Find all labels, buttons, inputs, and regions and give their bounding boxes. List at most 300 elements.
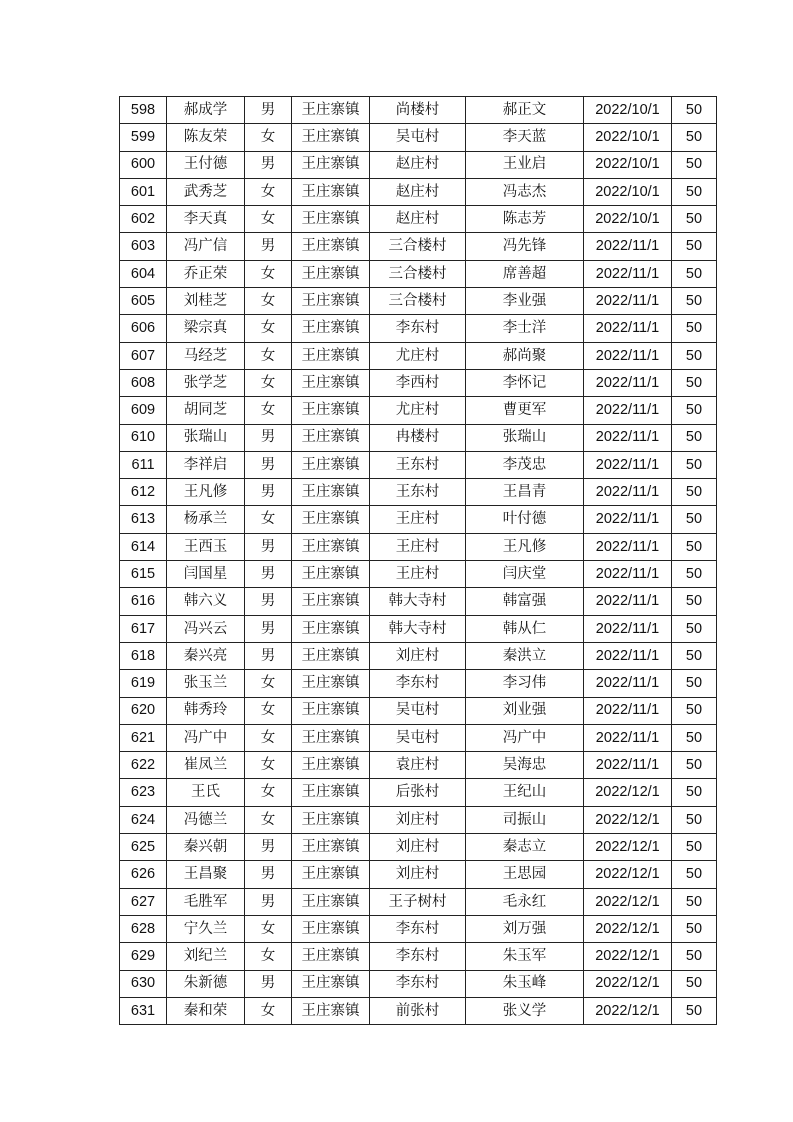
elder-name-cell: 杨承兰 [167, 506, 245, 533]
payment-date-cell: 2022/11/1 [584, 451, 672, 478]
village-cell: 赵庄村 [370, 206, 466, 233]
table-row [120, 642, 717, 669]
table-row [120, 288, 717, 315]
town-cell: 王庄寨镇 [292, 888, 370, 915]
town-cell: 王庄寨镇 [292, 670, 370, 697]
elder-name-cell: 王昌聚 [167, 861, 245, 888]
serial-number-cell: 614 [120, 533, 167, 560]
town-cell: 王庄寨镇 [292, 588, 370, 615]
amount-cell: 50 [672, 861, 717, 888]
amount-cell: 50 [672, 997, 717, 1024]
gender-cell: 男 [245, 861, 292, 888]
elder-name-cell: 闫国星 [167, 561, 245, 588]
table-row [120, 260, 717, 287]
town-cell: 王庄寨镇 [292, 451, 370, 478]
elder-name-cell: 毛胜军 [167, 888, 245, 915]
town-cell: 王庄寨镇 [292, 997, 370, 1024]
village-cell: 王东村 [370, 451, 466, 478]
serial-number-cell: 613 [120, 506, 167, 533]
amount-cell: 50 [672, 752, 717, 779]
table-row [120, 233, 717, 260]
amount-cell: 50 [672, 588, 717, 615]
elder-name-cell: 胡同芝 [167, 397, 245, 424]
town-cell: 王庄寨镇 [292, 506, 370, 533]
table-row [120, 451, 717, 478]
serial-number-cell: 624 [120, 806, 167, 833]
payment-date-cell: 2022/11/1 [584, 724, 672, 751]
payee-name-cell: 陈志芳 [466, 206, 584, 233]
table-row [120, 397, 717, 424]
gender-cell: 女 [245, 806, 292, 833]
payment-date-cell: 2022/10/1 [584, 151, 672, 178]
village-cell: 吴屯村 [370, 124, 466, 151]
gender-cell: 女 [245, 752, 292, 779]
town-cell: 王庄寨镇 [292, 178, 370, 205]
amount-cell: 50 [672, 642, 717, 669]
gender-cell: 男 [245, 233, 292, 260]
town-cell: 王庄寨镇 [292, 752, 370, 779]
serial-number-cell: 604 [120, 260, 167, 287]
village-cell: 王庄村 [370, 533, 466, 560]
payment-date-cell: 2022/12/1 [584, 806, 672, 833]
serial-number-cell: 607 [120, 342, 167, 369]
payment-date-cell: 2022/11/1 [584, 697, 672, 724]
table-row [120, 124, 717, 151]
serial-number-cell: 621 [120, 724, 167, 751]
gender-cell: 女 [245, 369, 292, 396]
village-cell: 李东村 [370, 315, 466, 342]
town-cell: 王庄寨镇 [292, 615, 370, 642]
payment-date-cell: 2022/12/1 [584, 888, 672, 915]
payee-name-cell: 刘万强 [466, 915, 584, 942]
amount-cell: 50 [672, 533, 717, 560]
table-row [120, 724, 717, 751]
payee-name-cell: 毛永红 [466, 888, 584, 915]
gender-cell: 女 [245, 506, 292, 533]
gender-cell: 女 [245, 288, 292, 315]
amount-cell: 50 [672, 888, 717, 915]
amount-cell: 50 [672, 615, 717, 642]
serial-number-cell: 611 [120, 451, 167, 478]
gender-cell: 男 [245, 151, 292, 178]
elder-name-cell: 宁久兰 [167, 915, 245, 942]
gender-cell: 女 [245, 779, 292, 806]
payment-date-cell: 2022/12/1 [584, 861, 672, 888]
village-cell: 吴屯村 [370, 697, 466, 724]
payment-date-cell: 2022/11/1 [584, 670, 672, 697]
payee-name-cell: 张义学 [466, 997, 584, 1024]
town-cell: 王庄寨镇 [292, 943, 370, 970]
payee-name-cell: 王纪山 [466, 779, 584, 806]
gender-cell: 女 [245, 342, 292, 369]
elder-name-cell: 崔凤兰 [167, 752, 245, 779]
serial-number-cell: 599 [120, 124, 167, 151]
amount-cell: 50 [672, 479, 717, 506]
payee-name-cell: 李天蓝 [466, 124, 584, 151]
payment-date-cell: 2022/12/1 [584, 779, 672, 806]
payee-name-cell: 闫庆堂 [466, 561, 584, 588]
town-cell: 王庄寨镇 [292, 806, 370, 833]
table-row [120, 997, 717, 1024]
serial-number-cell: 609 [120, 397, 167, 424]
table-row [120, 178, 717, 205]
table-row [120, 861, 717, 888]
serial-number-cell: 617 [120, 615, 167, 642]
table-row [120, 588, 717, 615]
payment-date-cell: 2022/11/1 [584, 479, 672, 506]
gender-cell: 女 [245, 260, 292, 287]
roster-table [119, 96, 717, 1025]
gender-cell: 女 [245, 724, 292, 751]
table-row [120, 369, 717, 396]
payment-date-cell: 2022/11/1 [584, 561, 672, 588]
table-row [120, 752, 717, 779]
payee-name-cell: 冯志杰 [466, 178, 584, 205]
elder-name-cell: 武秀芝 [167, 178, 245, 205]
serial-number-cell: 618 [120, 642, 167, 669]
town-cell: 王庄寨镇 [292, 642, 370, 669]
village-cell: 三合楼村 [370, 288, 466, 315]
town-cell: 王庄寨镇 [292, 124, 370, 151]
payee-name-cell: 叶付德 [466, 506, 584, 533]
amount-cell: 50 [672, 397, 717, 424]
payee-name-cell: 吴海忠 [466, 752, 584, 779]
serial-number-cell: 603 [120, 233, 167, 260]
amount-cell: 50 [672, 834, 717, 861]
gender-cell: 男 [245, 533, 292, 560]
serial-number-cell: 630 [120, 970, 167, 997]
payee-name-cell: 郝尚聚 [466, 342, 584, 369]
payee-name-cell: 李怀记 [466, 369, 584, 396]
serial-number-cell: 622 [120, 752, 167, 779]
payee-name-cell: 司振山 [466, 806, 584, 833]
serial-number-cell: 612 [120, 479, 167, 506]
elder-name-cell: 王西玉 [167, 533, 245, 560]
amount-cell: 50 [672, 943, 717, 970]
serial-number-cell: 616 [120, 588, 167, 615]
payment-date-cell: 2022/11/1 [584, 260, 672, 287]
elder-name-cell: 李天真 [167, 206, 245, 233]
town-cell: 王庄寨镇 [292, 561, 370, 588]
amount-cell: 50 [672, 451, 717, 478]
table-row [120, 561, 717, 588]
payment-date-cell: 2022/11/1 [584, 506, 672, 533]
town-cell: 王庄寨镇 [292, 315, 370, 342]
gender-cell: 女 [245, 997, 292, 1024]
serial-number-cell: 608 [120, 369, 167, 396]
elder-name-cell: 王凡修 [167, 479, 245, 506]
village-cell: 冉楼村 [370, 424, 466, 451]
amount-cell: 50 [672, 561, 717, 588]
town-cell: 王庄寨镇 [292, 834, 370, 861]
payee-name-cell: 秦志立 [466, 834, 584, 861]
table-row [120, 670, 717, 697]
town-cell: 王庄寨镇 [292, 260, 370, 287]
village-cell: 王庄村 [370, 506, 466, 533]
village-cell: 赵庄村 [370, 178, 466, 205]
gender-cell: 男 [245, 424, 292, 451]
gender-cell: 女 [245, 670, 292, 697]
gender-cell: 女 [245, 206, 292, 233]
table-row [120, 697, 717, 724]
serial-number-cell: 615 [120, 561, 167, 588]
serial-number-cell: 605 [120, 288, 167, 315]
elder-name-cell: 冯广信 [167, 233, 245, 260]
elder-name-cell: 王付德 [167, 151, 245, 178]
payment-date-cell: 2022/11/1 [584, 752, 672, 779]
table-row [120, 888, 717, 915]
payment-date-cell: 2022/12/1 [584, 970, 672, 997]
gender-cell: 男 [245, 561, 292, 588]
amount-cell: 50 [672, 315, 717, 342]
payee-name-cell: 韩从仁 [466, 615, 584, 642]
village-cell: 刘庄村 [370, 834, 466, 861]
village-cell: 三合楼村 [370, 260, 466, 287]
payment-date-cell: 2022/11/1 [584, 288, 672, 315]
village-cell: 李东村 [370, 970, 466, 997]
amount-cell: 50 [672, 206, 717, 233]
payee-name-cell: 王凡修 [466, 533, 584, 560]
payment-date-cell: 2022/11/1 [584, 642, 672, 669]
village-cell: 刘庄村 [370, 642, 466, 669]
village-cell: 后张村 [370, 779, 466, 806]
table-row [120, 315, 717, 342]
serial-number-cell: 600 [120, 151, 167, 178]
table-row [120, 834, 717, 861]
town-cell: 王庄寨镇 [292, 479, 370, 506]
town-cell: 王庄寨镇 [292, 97, 370, 124]
payee-name-cell: 朱玉军 [466, 943, 584, 970]
payment-date-cell: 2022/12/1 [584, 834, 672, 861]
village-cell: 袁庄村 [370, 752, 466, 779]
town-cell: 王庄寨镇 [292, 397, 370, 424]
amount-cell: 50 [672, 151, 717, 178]
elder-name-cell: 张瑞山 [167, 424, 245, 451]
table-row [120, 97, 717, 124]
payment-date-cell: 2022/11/1 [584, 615, 672, 642]
amount-cell: 50 [672, 178, 717, 205]
table-row [120, 915, 717, 942]
town-cell: 王庄寨镇 [292, 369, 370, 396]
table-row [120, 479, 717, 506]
payment-date-cell: 2022/11/1 [584, 342, 672, 369]
payee-name-cell: 冯广中 [466, 724, 584, 751]
payment-date-cell: 2022/10/1 [584, 124, 672, 151]
town-cell: 王庄寨镇 [292, 779, 370, 806]
amount-cell: 50 [672, 260, 717, 287]
gender-cell: 女 [245, 315, 292, 342]
table-row [120, 506, 717, 533]
serial-number-cell: 620 [120, 697, 167, 724]
payment-date-cell: 2022/11/1 [584, 315, 672, 342]
payee-name-cell: 李业强 [466, 288, 584, 315]
payee-name-cell: 李习伟 [466, 670, 584, 697]
payment-date-cell: 2022/11/1 [584, 369, 672, 396]
village-cell: 李东村 [370, 670, 466, 697]
serial-number-cell: 627 [120, 888, 167, 915]
town-cell: 王庄寨镇 [292, 724, 370, 751]
village-cell: 三合楼村 [370, 233, 466, 260]
gender-cell: 女 [245, 943, 292, 970]
town-cell: 王庄寨镇 [292, 424, 370, 451]
village-cell: 前张村 [370, 997, 466, 1024]
amount-cell: 50 [672, 779, 717, 806]
gender-cell: 男 [245, 970, 292, 997]
gender-cell: 男 [245, 451, 292, 478]
village-cell: 尤庄村 [370, 397, 466, 424]
gender-cell: 男 [245, 97, 292, 124]
payment-date-cell: 2022/11/1 [584, 397, 672, 424]
gender-cell: 女 [245, 397, 292, 424]
amount-cell: 50 [672, 233, 717, 260]
village-cell: 李东村 [370, 943, 466, 970]
village-cell: 刘庄村 [370, 861, 466, 888]
amount-cell: 50 [672, 724, 717, 751]
payee-name-cell: 席善超 [466, 260, 584, 287]
table-row [120, 779, 717, 806]
serial-number-cell: 625 [120, 834, 167, 861]
village-cell: 尚楼村 [370, 97, 466, 124]
village-cell: 李东村 [370, 915, 466, 942]
town-cell: 王庄寨镇 [292, 288, 370, 315]
payee-name-cell: 郝正文 [466, 97, 584, 124]
roster-table-body [120, 97, 717, 1025]
town-cell: 王庄寨镇 [292, 151, 370, 178]
payee-name-cell: 王业启 [466, 151, 584, 178]
serial-number-cell: 628 [120, 915, 167, 942]
payment-date-cell: 2022/11/1 [584, 233, 672, 260]
town-cell: 王庄寨镇 [292, 342, 370, 369]
payee-name-cell: 刘业强 [466, 697, 584, 724]
serial-number-cell: 619 [120, 670, 167, 697]
serial-number-cell: 631 [120, 997, 167, 1024]
town-cell: 王庄寨镇 [292, 915, 370, 942]
elder-name-cell: 陈友荣 [167, 124, 245, 151]
village-cell: 王东村 [370, 479, 466, 506]
elder-name-cell: 刘纪兰 [167, 943, 245, 970]
village-cell: 尤庄村 [370, 342, 466, 369]
town-cell: 王庄寨镇 [292, 697, 370, 724]
gender-cell: 男 [245, 642, 292, 669]
table-row [120, 970, 717, 997]
gender-cell: 男 [245, 479, 292, 506]
gender-cell: 女 [245, 697, 292, 724]
elder-name-cell: 秦和荣 [167, 997, 245, 1024]
village-cell: 李西村 [370, 369, 466, 396]
payee-name-cell: 王思园 [466, 861, 584, 888]
town-cell: 王庄寨镇 [292, 233, 370, 260]
table-row [120, 806, 717, 833]
amount-cell: 50 [672, 806, 717, 833]
elder-name-cell: 梁宗真 [167, 315, 245, 342]
payment-date-cell: 2022/11/1 [584, 533, 672, 560]
amount-cell: 50 [672, 697, 717, 724]
elder-name-cell: 李祥启 [167, 451, 245, 478]
gender-cell: 女 [245, 178, 292, 205]
amount-cell: 50 [672, 970, 717, 997]
gender-cell: 男 [245, 588, 292, 615]
gender-cell: 男 [245, 888, 292, 915]
payee-name-cell: 秦洪立 [466, 642, 584, 669]
elder-name-cell: 马经芝 [167, 342, 245, 369]
payment-date-cell: 2022/12/1 [584, 943, 672, 970]
payee-name-cell: 李茂忠 [466, 451, 584, 478]
elder-name-cell: 张玉兰 [167, 670, 245, 697]
town-cell: 王庄寨镇 [292, 970, 370, 997]
payee-name-cell: 朱玉峰 [466, 970, 584, 997]
payment-date-cell: 2022/10/1 [584, 178, 672, 205]
payee-name-cell: 韩富强 [466, 588, 584, 615]
payment-date-cell: 2022/11/1 [584, 424, 672, 451]
elder-name-cell: 刘桂芝 [167, 288, 245, 315]
village-cell: 吴屯村 [370, 724, 466, 751]
payee-name-cell: 李士洋 [466, 315, 584, 342]
gender-cell: 女 [245, 124, 292, 151]
town-cell: 王庄寨镇 [292, 206, 370, 233]
payment-date-cell: 2022/12/1 [584, 915, 672, 942]
elder-name-cell: 韩秀玲 [167, 697, 245, 724]
elder-name-cell: 冯德兰 [167, 806, 245, 833]
serial-number-cell: 623 [120, 779, 167, 806]
elder-name-cell: 张学芝 [167, 369, 245, 396]
village-cell: 王子树村 [370, 888, 466, 915]
amount-cell: 50 [672, 288, 717, 315]
gender-cell: 女 [245, 915, 292, 942]
elder-name-cell: 王氏 [167, 779, 245, 806]
serial-number-cell: 629 [120, 943, 167, 970]
payee-name-cell: 冯先锋 [466, 233, 584, 260]
payee-name-cell: 张瑞山 [466, 424, 584, 451]
elder-name-cell: 郝成学 [167, 97, 245, 124]
payment-date-cell: 2022/10/1 [584, 97, 672, 124]
town-cell: 王庄寨镇 [292, 533, 370, 560]
town-cell: 王庄寨镇 [292, 861, 370, 888]
amount-cell: 50 [672, 915, 717, 942]
amount-cell: 50 [672, 506, 717, 533]
elder-name-cell: 乔正荣 [167, 260, 245, 287]
table-row [120, 206, 717, 233]
amount-cell: 50 [672, 124, 717, 151]
village-cell: 王庄村 [370, 561, 466, 588]
payment-date-cell: 2022/12/1 [584, 997, 672, 1024]
payment-date-cell: 2022/11/1 [584, 588, 672, 615]
amount-cell: 50 [672, 369, 717, 396]
serial-number-cell: 626 [120, 861, 167, 888]
table-row [120, 943, 717, 970]
table-row [120, 615, 717, 642]
elder-name-cell: 冯兴云 [167, 615, 245, 642]
serial-number-cell: 610 [120, 424, 167, 451]
village-cell: 刘庄村 [370, 806, 466, 833]
payee-name-cell: 王昌青 [466, 479, 584, 506]
serial-number-cell: 602 [120, 206, 167, 233]
gender-cell: 男 [245, 615, 292, 642]
gender-cell: 男 [245, 834, 292, 861]
elder-name-cell: 冯广中 [167, 724, 245, 751]
payment-date-cell: 2022/10/1 [584, 206, 672, 233]
payee-name-cell: 曹更军 [466, 397, 584, 424]
table-row [120, 342, 717, 369]
amount-cell: 50 [672, 670, 717, 697]
amount-cell: 50 [672, 424, 717, 451]
table-row [120, 533, 717, 560]
village-cell: 韩大寺村 [370, 615, 466, 642]
village-cell: 赵庄村 [370, 151, 466, 178]
elder-name-cell: 秦兴亮 [167, 642, 245, 669]
amount-cell: 50 [672, 97, 717, 124]
table-row [120, 151, 717, 178]
elder-name-cell: 韩六义 [167, 588, 245, 615]
